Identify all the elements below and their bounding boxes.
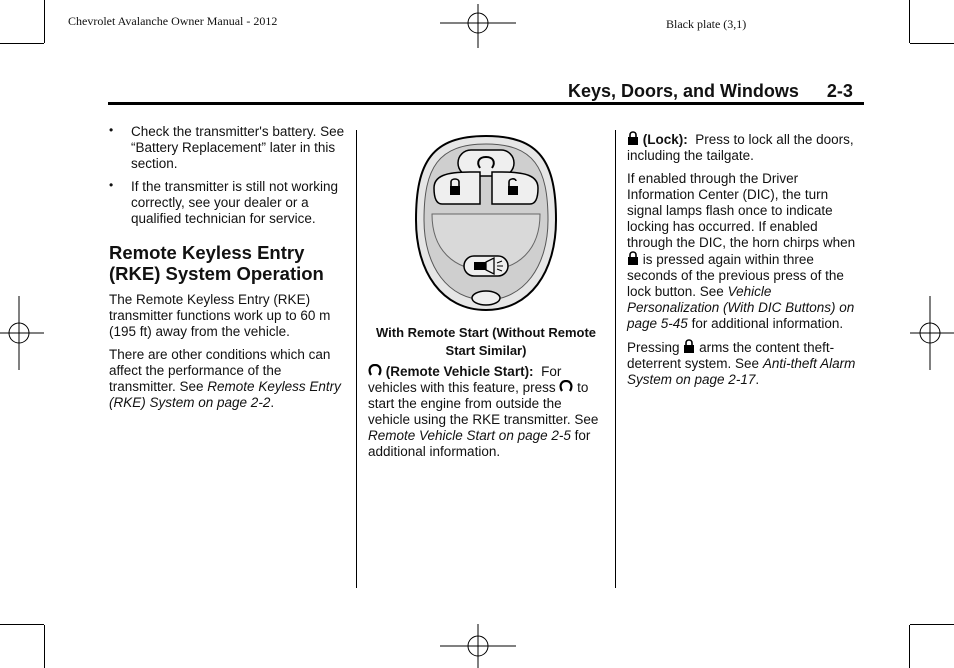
column-left — [109, 124, 345, 411]
paragraph: The Remote Keyless Entry (RKE) transmitter functions work up to 60 m (195 ft) away from the vehicle. — [109, 292, 331, 339]
paragraph-text: for additional information. — [687, 316, 844, 331]
crop-mark — [0, 43, 44, 44]
bullet-text: Check the transmitter's battery. See “Battery Replacement” later in this section. — [131, 124, 345, 171]
registration-mark-top — [440, 4, 516, 48]
column-divider — [615, 130, 616, 588]
cross-reference: Vehicle Personalization (With DIC Buttons) on page 5-45 — [627, 284, 855, 331]
lock-icon — [627, 251, 639, 266]
remote-start-label: (Remote Vehicle Start): — [385, 364, 534, 379]
crop-mark — [909, 625, 910, 668]
cross-reference: Anti-theft Alarm System on page 2-17 — [627, 356, 856, 387]
remote-start-icon — [368, 364, 382, 378]
registration-mark-left — [0, 296, 44, 370]
bullet-dot: • — [109, 123, 114, 137]
bullet-dot: • — [109, 178, 114, 192]
column-middle — [368, 364, 602, 460]
page-number: 2-3 — [826, 81, 853, 101]
paragraph — [368, 364, 602, 460]
crop-mark — [910, 624, 954, 625]
section-header — [568, 81, 853, 102]
lock-label: (Lock): — [642, 132, 688, 147]
crop-mark — [909, 0, 910, 43]
crop-mark — [44, 625, 45, 668]
paragraph-text: . — [755, 372, 760, 387]
list-item — [109, 179, 345, 227]
paragraph-text: is pressed again within three seconds of the previous press of the lock button. See — [627, 252, 844, 299]
remote-start-icon — [559, 380, 573, 394]
bullet-text: If the transmitter is still not working correctly, see your dealer or a qualified technician for service. — [131, 179, 339, 226]
registration-mark-bottom — [440, 624, 516, 668]
paragraph-text: arms the content theft-deterrent system. See — [627, 340, 835, 371]
column-right — [627, 131, 861, 388]
paragraph-text: If enabled through the Driver Information Center (DIC), the turn signal lamps flash once to indicate locking has occurred. If enabled through the DIC, the horn chirps when — [627, 171, 856, 250]
paragraph-text: There are other conditions which can affect the performance of the transmitter. See — [109, 347, 331, 394]
paragraph — [627, 339, 861, 388]
paragraph-text: for additional information. — [368, 428, 591, 459]
crop-mark — [0, 624, 44, 625]
paragraph-text: Pressing — [627, 340, 680, 355]
cross-reference: Remote Vehicle Start on page 2-5 — [368, 428, 571, 443]
lock-icon — [627, 131, 639, 146]
list-item — [109, 124, 345, 172]
plate-label: Black plate (3,1) — [666, 17, 747, 31]
crop-mark — [910, 43, 954, 44]
paragraph — [109, 347, 345, 411]
header-rule — [108, 102, 864, 105]
paragraph — [627, 171, 861, 332]
lock-icon — [683, 339, 695, 354]
crop-mark — [44, 0, 45, 43]
cross-reference: Remote Keyless Entry (RKE) System on page 2-2 — [109, 379, 341, 410]
paragraph-text: Press to lock all the doors, including the tailgate. — [627, 132, 854, 163]
section-title: Keys, Doors, and Windows — [568, 81, 799, 101]
section-heading: Remote Keyless Entry (RKE) System Operation — [109, 242, 324, 284]
paragraph-text: . — [270, 395, 275, 410]
manual-title: Chevrolet Avalanche Owner Manual - 2012 — [68, 14, 278, 28]
paragraph — [627, 131, 861, 164]
figure-caption: With Remote Start (Without Remote Start Similar) — [375, 325, 597, 358]
paragraph-text: For vehicles with this feature, press — [368, 364, 562, 395]
paragraph-text: to start the engine from outside the vehicle using the RKE transmitter. See — [368, 380, 599, 427]
registration-mark-right — [910, 296, 954, 370]
key-fob-illustration — [412, 132, 560, 318]
column-divider — [356, 130, 357, 588]
